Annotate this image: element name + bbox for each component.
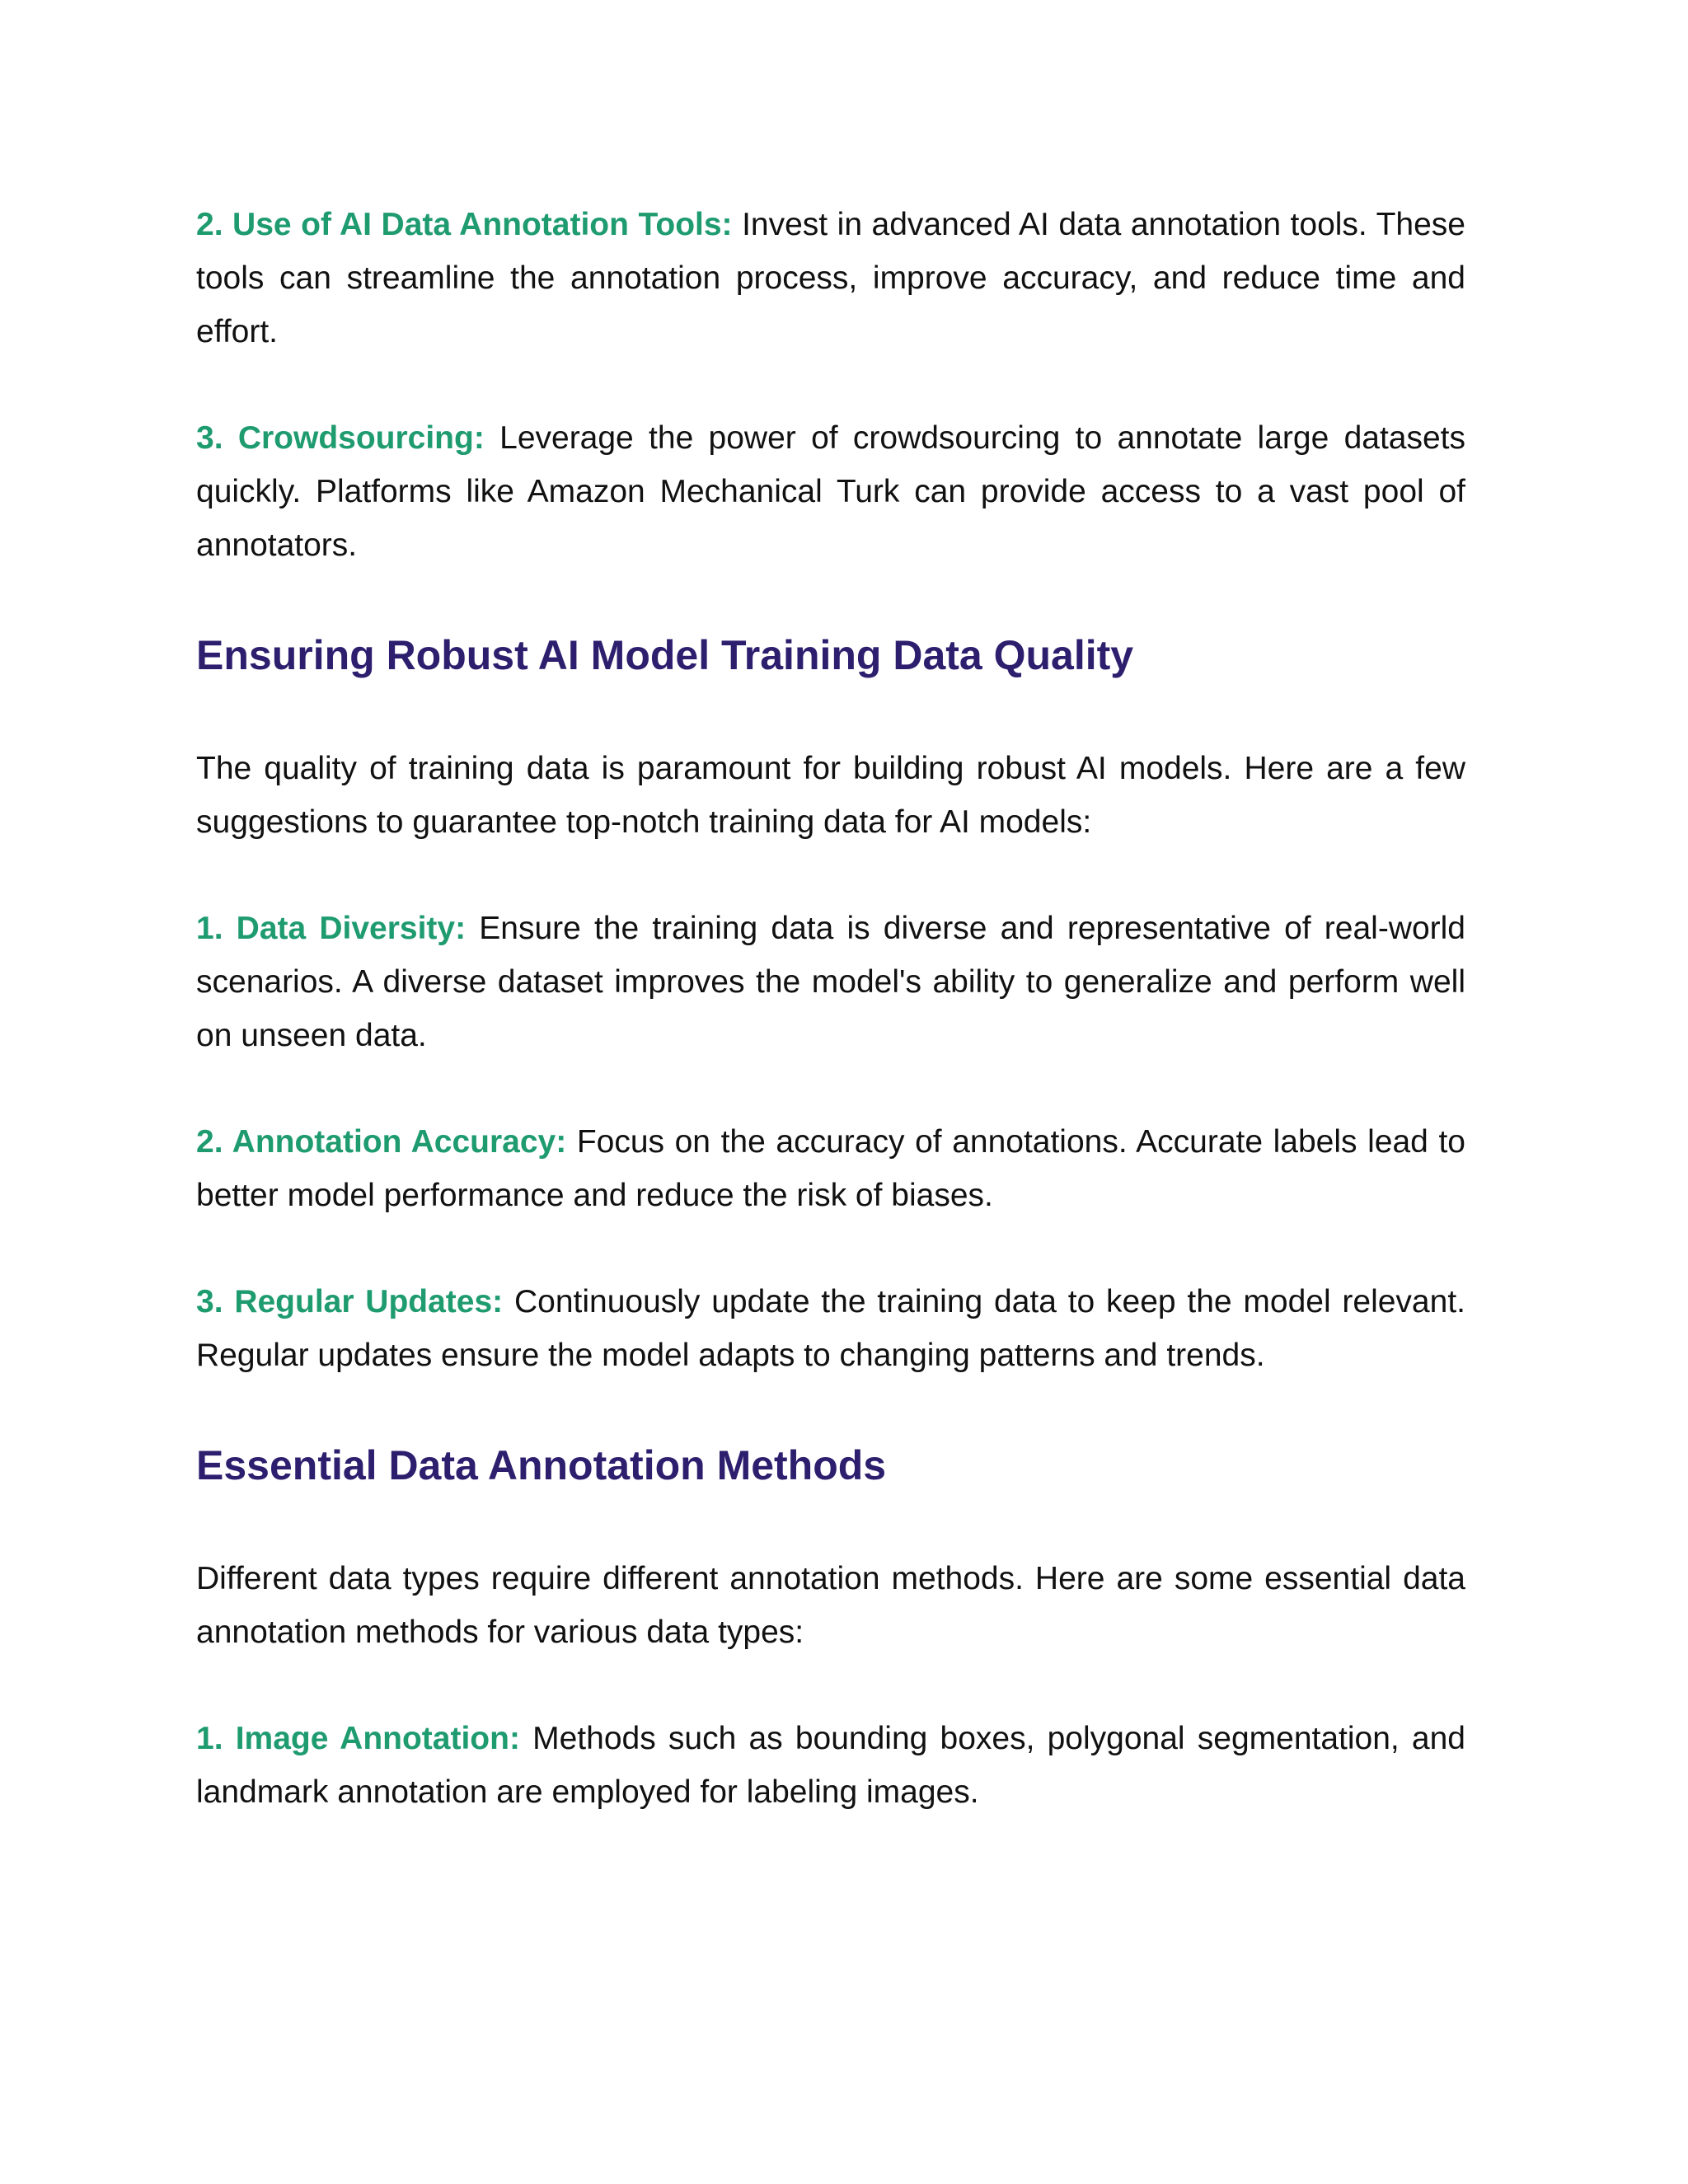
section-intro-training-data-quality: The quality of training data is paramount for building robust AI models. Here are a few suggestions to guarantee top-notch training data for AI models:: [196, 751, 1465, 840]
list-item-crowdsourcing: [196, 411, 1465, 572]
list-item-label: 3. Regular Updates:: [196, 1284, 504, 1319]
section-heading-training-data-quality: Ensuring Robust AI Model Training Data Quality: [196, 632, 1134, 678]
list-item-text: Focus on the accuracy of annotations. Accurate labels lead to better model performance and reduce the risk of biases.: [196, 1124, 1465, 1213]
list-item-data-diversity: [196, 902, 1465, 1062]
document-content: [196, 198, 1465, 1868]
section-heading-annotation-methods: Essential Data Annotation Methods: [196, 1442, 887, 1488]
section-intro-annotation-methods: Different data types require different annotation methods. Here are some essential data annotation methods for various data types:: [196, 1561, 1465, 1650]
list-item-label: 2. Use of AI Data Annotation Tools:: [196, 207, 733, 242]
list-item-label: 3. Crowdsourcing:: [196, 420, 485, 456]
list-item-text: Continuously update the training data to keep the model relevant. Regular updates ensure the model adapts to changing patterns and trends.: [196, 1284, 1465, 1373]
list-item-label: 1. Data Diversity:: [196, 911, 467, 946]
list-item-text: Leverage the power of crowdsourcing to annotate large datasets quickly. Platforms like Amazon Mechanical Turk can provide access to a vast pool of annotators.: [196, 420, 1466, 563]
list-item-image-annotation: [196, 1712, 1465, 1819]
list-item-regular-updates: [196, 1275, 1465, 1382]
list-item-text: Ensure the training data is diverse and representative of real-world scenarios. A diverse dataset improves the model's ability to generalize and perform well on unseen data.: [196, 911, 1466, 1053]
list-item-text: Invest in advanced AI data annotation tools. These tools can streamline the annotation process, improve accuracy, and reduce time and effort.: [196, 207, 1465, 349]
list-item-annotation-accuracy: [196, 1115, 1465, 1222]
list-item-label: 2. Annotation Accuracy:: [196, 1124, 567, 1160]
list-item-annotation-tools: [196, 198, 1465, 359]
list-item-text: Methods such as bounding boxes, polygonal segmentation, and landmark annotation are employed for labeling images.: [196, 1721, 1465, 1810]
list-item-label: 1. Image Annotation:: [196, 1721, 520, 1756]
